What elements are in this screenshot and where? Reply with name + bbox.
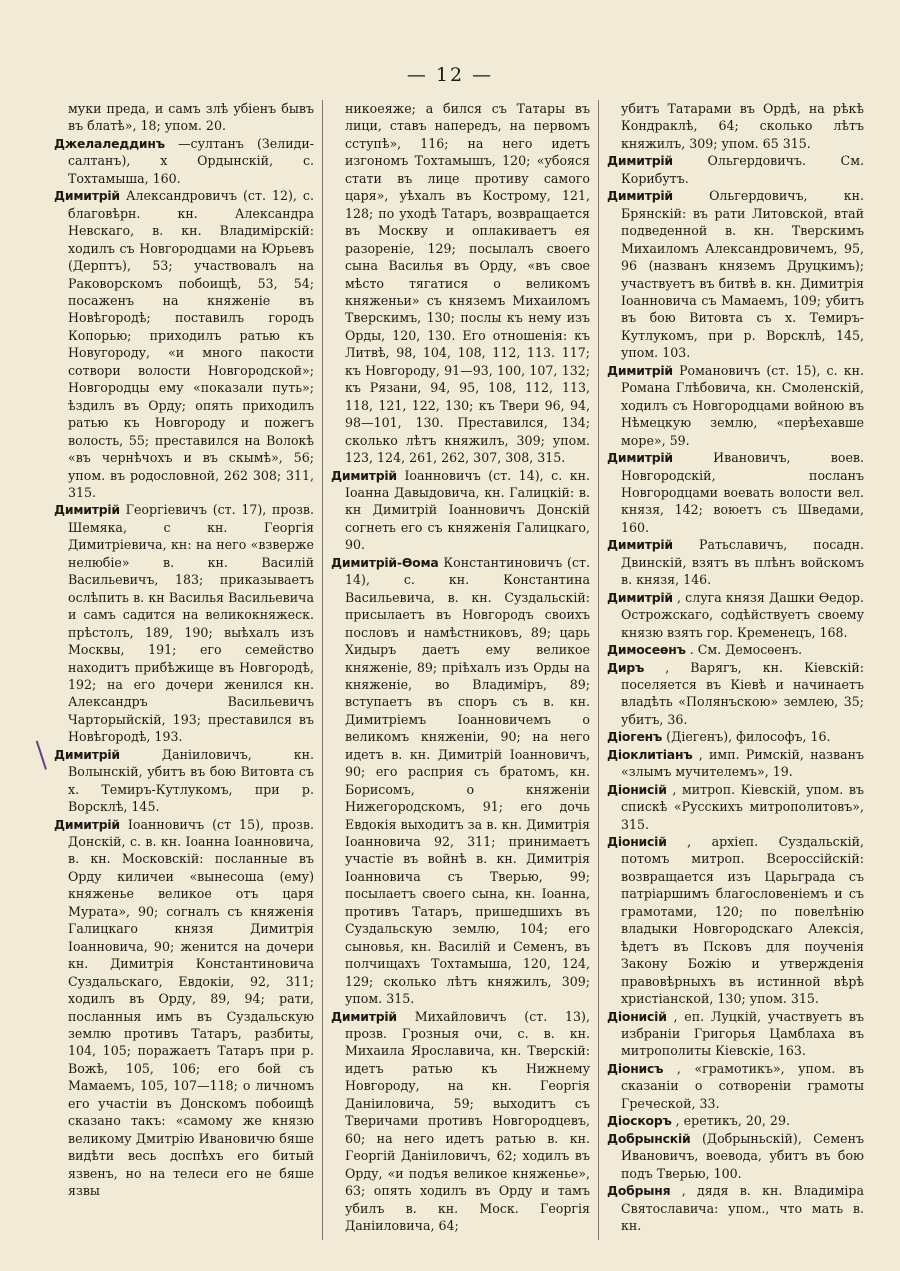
entry-headword: Димитрій [331, 1008, 397, 1024]
entry-headword: Димитрій [54, 502, 120, 518]
entry-text: , еп. Луцкій, участвуетъ въ избраніи Григорья Цамблаха въ митрополиты Кіевскіе, 163. [621, 1008, 864, 1059]
entry-headword: Димитрій [607, 362, 673, 378]
index-entry [54, 501, 314, 745]
entry-headword: Димитрій [607, 589, 673, 605]
entry-text: Константиновичъ (ст. 14), с. кн. Константина Васильевича, в. кн. Суздальскій: присылаетъ въ Новгородъ своихъ пословъ и намѣстниковъ, 89; царь Хидыръ даетъ ему великое княженіе, 89; пріѣхалъ изъ Орды на княженіе, во Владиміръ, 89; вступаетъ въ споръ съ в. кн. Димитріемъ Іоанновичемъ о великомъ княженіи, 90; на него идетъ в. кн. Димитрій Іоанновичъ, 90; его расприя съ братомъ, кн. Борисомъ, о княженіи Нижегородскомъ, 91; его дочь Евдокія выходитъ за в. кн. Димитрія Іоанновича 92, 311; принимаетъ участіе въ войнѣ в. кн. Димитрія Іоанновича съ Тверью, 99; посылаетъ своего сына, кн. Іоанна, противъ Татаръ, пришедшихъ въ Суздальскую землю, 104; его сыновья, кн. Василій и Семенъ, въ полчищахъ Тохтамыша, 120, 124, 129; сколько лѣтъ княжилъ, 309; упом. 315. [345, 554, 590, 1007]
entry-headword: Димитрій [54, 746, 120, 762]
entry-text: муки преда, и самъ злѣ убіенъ бывъ въ блатѣ», 18; упом. 20. [68, 101, 314, 134]
entry-text: Ратьславичъ, посадн. Двинскій, взятъ въ плѣнъ войскомъ в. князя, 146. [621, 537, 864, 588]
entry-headword: Добрыня [607, 1183, 671, 1199]
index-entry [331, 1008, 590, 1235]
entry-text: , Варягъ, кн. Кіевскій: поселяется въ Кіевѣ и начинаетъ владѣть «Полянъскою» землею, 35; убитъ, 36. [621, 659, 864, 727]
column-1 [46, 100, 322, 1240]
entry-text: , «грамотикъ», упом. въ сказаніи о сотвореніи грамоты Греческой, 33. [621, 1060, 864, 1111]
entry-text: , еретикъ, 20, 29. [675, 1113, 790, 1129]
index-entry [607, 781, 864, 833]
index-entry [607, 728, 864, 745]
index-entry [607, 1112, 864, 1129]
index-entry [607, 1182, 864, 1234]
index-entry [607, 659, 864, 729]
entry-text: —султанъ (Зелиди-салтанъ), х Ордынскій, с. Тохтамыша, 160. [68, 135, 314, 186]
entry-text: Александровичъ (ст. 12), с. благовѣрн. кн. Александра Невскаго, в. кн. Владимірскій: ходилъ съ Новгородцами на Юрьевъ (Дерптъ), 53; участвовалъ на Раковорскомъ побоищѣ, 53, 54; посаженъ на княженіе въ Новѣгородѣ; поставилъ городъ Копорью; приходилъ ратью къ Новугороду, «и много пакости сотвори волости Новгородской»; Новгородцы ему «показали путь»; ѣздилъ въ Орду; опять приходилъ ратью къ Новгороду и пожегъ волость, 55; преставился на Волокѣ «въ чернѣчохъ и въ скымѣ», 56; упом. въ родословной, 262 308; 311, 315. [68, 188, 314, 500]
entry-headword: Діонисій [607, 781, 667, 797]
index-entry [607, 536, 864, 588]
entry-headword: Димитрій [54, 188, 120, 204]
index-entry [607, 589, 864, 641]
entry-text: Михайловичъ (ст. 13), прозв. Грозныя очи, с. в. кн. Михаила Ярославича, кн. Тверскій: идетъ ратью къ Нижнему Новгороду, на кн. Георгія Даніиловича, 59; выходитъ съ Тверичами противъ Новгородцевъ, 60; на него идетъ ратью в. кн. Георгій Даніиловичъ, 62; ходилъ въ Орду, «и подъя великое княженье», 63; опять ходилъ въ Орду и тамъ убилъ в. кн. Моск. Георгія Даніиловича, 64; [345, 1008, 590, 1233]
index-entry [607, 100, 864, 152]
entry-headword: Діоскоръ [607, 1113, 672, 1129]
entry-headword: Димитрій [607, 153, 673, 169]
entry-headword: Димосеѳнъ [607, 642, 686, 658]
index-entry [331, 554, 590, 1008]
entry-text: . См. Демосѳенъ. [689, 642, 803, 658]
entry-headword: Димитрій-Ѳома [331, 554, 439, 570]
entry-text: Ольгердовичъ. См. Корибутъ. [621, 153, 864, 186]
entry-headword: Диръ [607, 659, 645, 675]
entry-headword: Діогенъ [607, 729, 663, 745]
index-columns [46, 100, 872, 1240]
entry-headword: Джелаледдинъ [54, 135, 165, 151]
entry-text: Іоанновичъ (ст 15), прозв. Донскій, с. в. кн. Іоанна Іоанновича, в. кн. Московскій: посланные въ Орду киличеи «вынесоша (ему) княженье великое отъ царя Мурата», 90; согналъ съ княженія Галицкаго князя Димитрія Іоанновича, 90; женится на дочери кн. Димитрія Константиновича Суздальскаго, Евдокіи, 92, 311; ходилъ въ Орду, 89, 94; рати, посланныя имъ въ Суздальскую землю противъ Татаръ, разбиты, 104, 105; поражаетъ Татаръ при р. Вожѣ, 105, 106; его бой съ Мамаемъ, 105, 107—118; о личномъ его участіи въ Донскомъ побоищѣ сказано такъ: «самому же князю великому Дмитрію Ивановичю бяше видѣти весь доспѣхъ его битый язвенъ, но на телеси его не бяше язвы [68, 816, 314, 1199]
index-entry [607, 1008, 864, 1060]
entry-text: Ивановичъ, воев. Новгородскій, посланъ Новгородцами воевать волости вел. князя, 142; воюетъ съ Шведами, 160. [621, 450, 864, 535]
index-entry [54, 100, 314, 135]
index-entry [331, 467, 590, 554]
entry-text: (Діегенъ), философъ, 16. [666, 729, 831, 745]
index-entry [54, 746, 314, 816]
entry-headword: Діонисій [607, 1008, 667, 1024]
index-entry [607, 152, 864, 187]
entry-headword: Димитрій [607, 450, 673, 466]
entry-headword: Димитрій [331, 467, 397, 483]
entry-headword: Діоклитіанъ [607, 746, 693, 762]
entry-text: , митроп. Кіевскій, упом. въ спискѣ «Русскихъ митрополитовъ», 315. [621, 781, 864, 832]
entry-text: убитъ Татарами въ Ордѣ, на рѣкѣ Кондраклѣ, 64; сколько лѣтъ княжилъ, 309; упом. 65 315. [621, 101, 864, 151]
page-number: — 12 — [406, 64, 494, 86]
index-entry [607, 641, 864, 658]
entry-headword: Діонисій [607, 834, 667, 850]
entry-headword: Добрынскій [607, 1130, 691, 1146]
entry-headword: Димитрій [607, 537, 673, 553]
entry-text: , архіеп. Суздальскій, потомъ митроп. Всероссійскій: возвращается изъ Царьграда съ патріаршимъ благословеніемъ и съ грамотами, 120; по повелѣнію владыки Новгородскаго Алексія, ѣдетъ въ Псковъ для поученія Закону Божію и утвержденія правовѣрныхъ въ истинной вѣрѣ христіанской, 130; упом. 315. [621, 834, 864, 1007]
index-entry [607, 1130, 864, 1182]
entry-text: Іоанновичъ (ст. 14), с. кн. Іоанна Давыдовича, кн. Галицкій: в. кн Димитрій Іоанновичъ Донскій согнеть его съ княженія Галицкаго, 90. [345, 467, 590, 553]
entry-text: Ольгердовичъ, кн. Брянскій: въ рати Литовской, втай подведенной в. кн. Тверскимъ Михаиломъ Александровичемъ, 95, 96 (названъ княземъ Друцкимъ); участвуетъ въ битвѣ в. кн. Димитрія Іоанновича съ Мамаемъ, 109; убитъ въ бою Витовта съ х. Темиръ-Кутлукомъ, при р. Ворсклѣ, 145, упом. 103. [621, 188, 864, 361]
column-2 [322, 100, 598, 1240]
entry-text: Георгіевичъ (ст. 17), прозв. Шемяка, с кн. Георгія Димитріевича, кн: на него «взверже нелюбіе» в. кн. Василій Васильевичъ, 183; приказываетъ ослѣпить в. кн Василья Васильевича и самъ садится на великокняжеск. прѣстолъ, 189, 190; выѣхалъ изъ Москвы, 191; его семейство находитъ прибѣжище въ Новгородѣ, 192; на его дочери женился кн. Александръ Васильевичъ Чарторыйскій, 193; преставился въ Новѣгородѣ, 193. [68, 502, 314, 745]
entry-text: Даніиловичъ, кн. Волынскій, убитъ въ бою Витовта съ х. Темиръ-Кутлукомъ, при р. Ворсклѣ, 145. [68, 746, 314, 815]
entry-headword: Діонисъ [607, 1060, 664, 1076]
index-entry [54, 816, 314, 1200]
entry-text: (Добрыньскій), Семенъ Ивановичъ, воевода, убитъ въ бою подъ Тверью, 100. [621, 1130, 864, 1181]
index-entry [607, 1060, 864, 1112]
index-entry [607, 362, 864, 449]
entry-headword: Димитрій [607, 188, 673, 204]
entry-text: , слуга князя Дашки Ѳедор. Острожскаго, содѣйствуетъ своему князю взять гор. Кременецъ, 168. [621, 589, 864, 640]
entry-text: никоеяже; а бился съ Татары въ лици, ставъ напередъ, на первомъ сступѣ», 116; на него идетъ изгономъ Тохтамышъ, 120; «убояся стати въ лице противу самого царя», уѣхалъ въ Кострому, 121, 128; по уходѣ Татаръ, возвращается въ Москву и оплакиваетъ ея разореніе, 129; посылалъ своего сына Василья въ Орду, «въ свое мѣсто тягатися о великомъ княженьи» съ княземъ Михаиломъ Тверскимъ, 130; послы къ нему изъ Орды, 120, 130. Его отношенія: къ Литвѣ, 98, 104, 108, 112, 113. 117; къ Новгороду, 91—93, 100, 107, 132; къ Рязани, 94, 95, 108, 112, 113, 118, 121, 122, 130; къ Твери 96, 94, 98—101, 130. Преставился, 134; сколько лѣтъ княжилъ, 309; упом. 123, 124, 261, 262, 307, 308, 315. [345, 101, 590, 466]
index-entry [331, 100, 590, 467]
index-entry [607, 187, 864, 362]
index-entry [54, 135, 314, 187]
index-entry [54, 187, 314, 501]
index-entry [607, 833, 864, 1008]
column-3 [598, 100, 872, 1240]
entry-text: , имп. Римскій, названъ «злымъ мучителемъ», 19. [621, 746, 864, 780]
index-entry [607, 449, 864, 536]
entry-headword: Димитрій [54, 816, 120, 832]
entry-text: Романовичъ (ст. 15), с. кн. Романа Глѣбовича, кн. Смоленскій, ходилъ съ Новгородцами войною въ Нѣмецкую землю, «перѣехавше море», 59. [621, 362, 865, 448]
index-entry [607, 746, 864, 781]
entry-text: , дядя в. кн. Владиміра Святославича: упом., что мать в. кн. [621, 1183, 864, 1233]
